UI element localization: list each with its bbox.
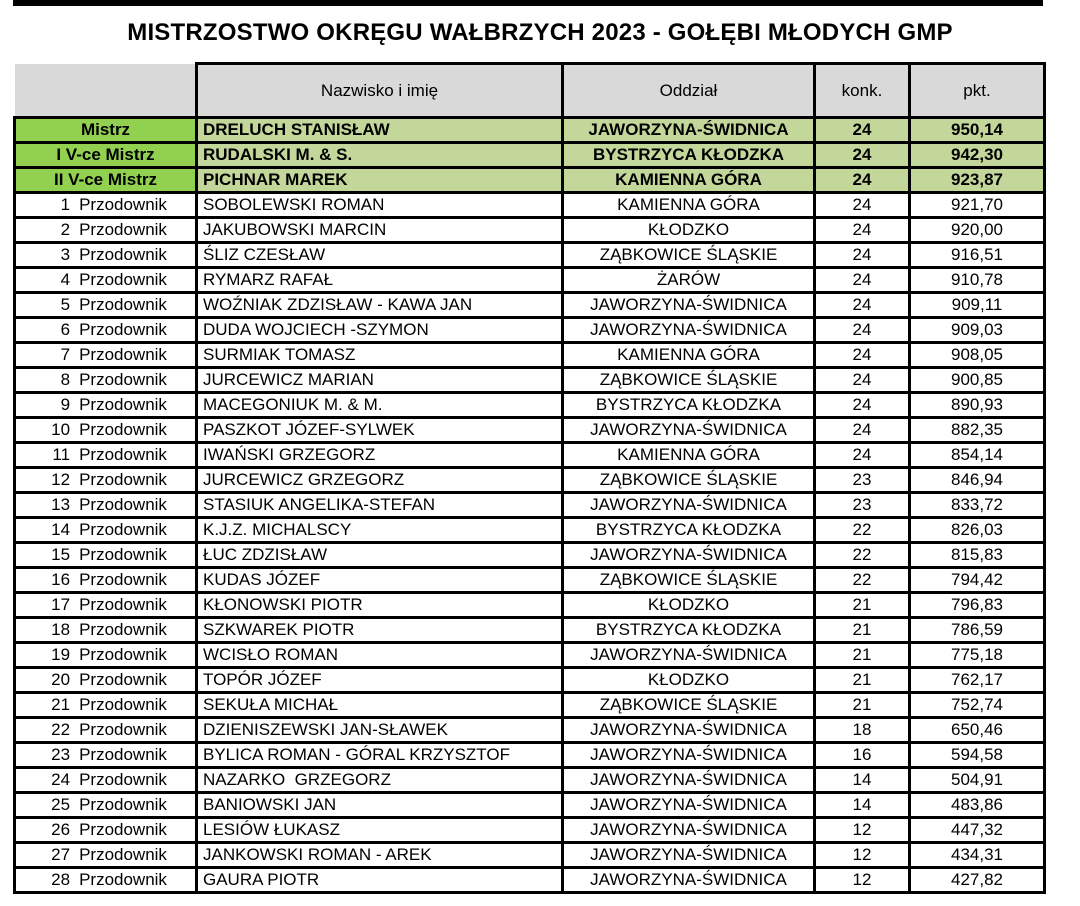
results-body — [15, 118, 1045, 893]
rank-number: 28 — [51, 870, 71, 889]
name-cell: NAZARKO GRZEGORZ — [197, 768, 563, 793]
points-cell: 854,14 — [910, 443, 1045, 468]
races-cell: 21 — [815, 693, 910, 718]
races-cell: 21 — [815, 593, 910, 618]
table-row — [15, 468, 1045, 493]
races-cell: 14 — [815, 768, 910, 793]
branch-cell: KŁODZKO — [563, 593, 815, 618]
name-cell: JURCEWICZ GRZEGORZ — [197, 468, 563, 493]
name-cell: KUDAS JÓZEF — [197, 568, 563, 593]
table-row — [15, 218, 1045, 243]
rank-number: 7 — [60, 345, 71, 364]
rank-title: Przodownik — [79, 495, 167, 514]
branch-cell: KŁODZKO — [563, 668, 815, 693]
points-cell: 594,58 — [910, 743, 1045, 768]
rank-cell — [15, 493, 197, 518]
rank-title: Przodownik — [79, 295, 167, 314]
rank-cell — [15, 193, 197, 218]
table-row — [15, 368, 1045, 393]
table-row — [15, 318, 1045, 343]
name-cell: STASIUK ANGELIKA-STEFAN — [197, 493, 563, 518]
races-cell: 21 — [815, 668, 910, 693]
points-cell: 434,31 — [910, 843, 1045, 868]
name-cell: SEKUŁA MICHAŁ — [197, 693, 563, 718]
rank-number: 2 — [60, 220, 71, 239]
table-row — [15, 193, 1045, 218]
rank-number: 12 — [51, 470, 71, 489]
races-cell: 16 — [815, 743, 910, 768]
rank-number: 22 — [51, 720, 71, 739]
races-cell: 24 — [815, 343, 910, 368]
races-cell: 24 — [815, 118, 910, 143]
races-cell: 12 — [815, 868, 910, 893]
rank-cell — [15, 543, 197, 568]
branch-cell: KAMIENNA GÓRA — [563, 193, 815, 218]
name-cell: PICHNAR MAREK — [197, 168, 563, 193]
rank-number: 21 — [51, 695, 71, 714]
races-cell: 22 — [815, 518, 910, 543]
name-cell: DUDA WOJCIECH -SZYMON — [197, 318, 563, 343]
table-row — [15, 518, 1045, 543]
branch-cell: ZĄBKOWICE ŚLĄSKIE — [563, 368, 815, 393]
branch-cell: JAWORZYNA-ŚWIDNICA — [563, 718, 815, 743]
points-cell: 900,85 — [910, 368, 1045, 393]
rank-cell — [15, 293, 197, 318]
table-row — [15, 493, 1045, 518]
points-cell: 786,59 — [910, 618, 1045, 643]
rank-title: Przodownik — [79, 620, 167, 639]
name-cell: ŁUC ZDZISŁAW — [197, 543, 563, 568]
rank-cell — [15, 443, 197, 468]
table-row — [15, 118, 1045, 143]
points-cell: 483,86 — [910, 793, 1045, 818]
points-cell: 921,70 — [910, 193, 1045, 218]
points-cell: 650,46 — [910, 718, 1045, 743]
rank-number: 4 — [60, 270, 71, 289]
races-cell: 24 — [815, 393, 910, 418]
races-cell: 14 — [815, 793, 910, 818]
points-cell: 794,42 — [910, 568, 1045, 593]
top-rule-divider — [13, 0, 1043, 6]
branch-cell: BYSTRZYCA KŁODZKA — [563, 618, 815, 643]
points-cell: 950,14 — [910, 118, 1045, 143]
name-cell: MACEGONIUK M. & M. — [197, 393, 563, 418]
rank-title: Przodownik — [79, 195, 167, 214]
rank-title: Przodownik — [79, 845, 167, 864]
rank-title: Przodownik — [79, 445, 167, 464]
rank-cell — [15, 268, 197, 293]
points-cell: 775,18 — [910, 643, 1045, 668]
points-cell: 833,72 — [910, 493, 1045, 518]
table-row — [15, 418, 1045, 443]
rank-title: Przodownik — [79, 695, 167, 714]
rank-cell — [15, 743, 197, 768]
table-row — [15, 543, 1045, 568]
rank-number: 8 — [60, 370, 71, 389]
races-cell: 23 — [815, 468, 910, 493]
races-cell: 22 — [815, 568, 910, 593]
name-cell: GAURA PIOTR — [197, 868, 563, 893]
rank-number: 15 — [51, 545, 71, 564]
table-row — [15, 143, 1045, 168]
name-cell: DRELUCH STANISŁAW — [197, 118, 563, 143]
branch-cell: JAWORZYNA-ŚWIDNICA — [563, 118, 815, 143]
races-cell: 24 — [815, 418, 910, 443]
branch-cell: JAWORZYNA-ŚWIDNICA — [563, 818, 815, 843]
branch-cell: JAWORZYNA-ŚWIDNICA — [563, 743, 815, 768]
table-row — [15, 868, 1045, 893]
rank-number: 27 — [51, 845, 71, 864]
branch-cell: BYSTRZYCA KŁODZKA — [563, 518, 815, 543]
rank-title: Przodownik — [79, 645, 167, 664]
results-table — [13, 62, 1046, 894]
page-title: MISTRZOSTWO OKRĘGU WAŁBRZYCH 2023 - GOŁĘBI MŁODYCH GMP — [127, 19, 953, 46]
branch-cell: JAWORZYNA-ŚWIDNICA — [563, 843, 815, 868]
rank-title: Przodownik — [79, 245, 167, 264]
races-cell: 24 — [815, 168, 910, 193]
points-cell: 909,03 — [910, 318, 1045, 343]
points-cell: 796,83 — [910, 593, 1045, 618]
rank-cell — [15, 393, 197, 418]
table-row — [15, 593, 1045, 618]
header-row — [15, 64, 1045, 118]
points-cell: 890,93 — [910, 393, 1045, 418]
races-cell: 24 — [815, 243, 910, 268]
table-row — [15, 393, 1045, 418]
name-cell: LESIÓW ŁUKASZ — [197, 818, 563, 843]
rank-cell — [15, 668, 197, 693]
races-cell: 24 — [815, 443, 910, 468]
award-label-cell: I V-ce Mistrz — [15, 143, 197, 168]
branch-cell: KAMIENNA GÓRA — [563, 443, 815, 468]
table-row — [15, 243, 1045, 268]
races-cell: 22 — [815, 543, 910, 568]
races-cell: 21 — [815, 618, 910, 643]
points-cell: 447,32 — [910, 818, 1045, 843]
name-cell: KŁONOWSKI PIOTR — [197, 593, 563, 618]
table-row — [15, 768, 1045, 793]
table-row — [15, 793, 1045, 818]
rank-cell — [15, 843, 197, 868]
rank-title: Przodownik — [79, 395, 167, 414]
header-branch-cell: Oddział — [563, 64, 815, 118]
rank-title: Przodownik — [79, 545, 167, 564]
rank-title: Przodownik — [79, 420, 167, 439]
name-cell: DZIENISZEWSKI JAN-SŁAWEK — [197, 718, 563, 743]
award-label-cell: II V-ce Mistrz — [15, 168, 197, 193]
rank-number: 24 — [51, 770, 71, 789]
name-cell: JAKUBOWSKI MARCIN — [197, 218, 563, 243]
branch-cell: ZĄBKOWICE ŚLĄSKIE — [563, 693, 815, 718]
name-cell: JANKOWSKI ROMAN - AREK — [197, 843, 563, 868]
name-cell: JURCEWICZ MARIAN — [197, 368, 563, 393]
rank-cell — [15, 418, 197, 443]
rank-title: Przodownik — [79, 345, 167, 364]
rank-number: 16 — [51, 570, 71, 589]
table-row — [15, 168, 1045, 193]
branch-cell: JAWORZYNA-ŚWIDNICA — [563, 868, 815, 893]
branch-cell: JAWORZYNA-ŚWIDNICA — [563, 793, 815, 818]
table-row — [15, 343, 1045, 368]
rank-number: 6 — [60, 320, 71, 339]
races-cell: 24 — [815, 218, 910, 243]
name-cell: WCISŁO ROMAN — [197, 643, 563, 668]
races-cell: 24 — [815, 318, 910, 343]
table-row — [15, 818, 1045, 843]
table-row — [15, 693, 1045, 718]
rank-number: 19 — [51, 645, 71, 664]
rank-number: 17 — [51, 595, 71, 614]
points-cell: 762,17 — [910, 668, 1045, 693]
rank-title: Przodownik — [79, 470, 167, 489]
rank-cell — [15, 243, 197, 268]
rank-cell — [15, 818, 197, 843]
table-row — [15, 568, 1045, 593]
table-row — [15, 743, 1045, 768]
points-cell: 846,94 — [910, 468, 1045, 493]
points-cell: 909,11 — [910, 293, 1045, 318]
races-cell: 18 — [815, 718, 910, 743]
name-cell: RYMARZ RAFAŁ — [197, 268, 563, 293]
points-cell: 942,30 — [910, 143, 1045, 168]
rank-number: 20 — [51, 670, 71, 689]
name-cell: BYLICA ROMAN - GÓRAL KRZYSZTOF — [197, 743, 563, 768]
rank-title: Przodownik — [79, 720, 167, 739]
races-cell: 24 — [815, 368, 910, 393]
points-cell: 916,51 — [910, 243, 1045, 268]
rank-number: 5 — [60, 295, 71, 314]
table-row — [15, 668, 1045, 693]
rank-cell — [15, 343, 197, 368]
rank-cell — [15, 593, 197, 618]
races-cell: 23 — [815, 493, 910, 518]
rank-cell — [15, 718, 197, 743]
rank-number: 18 — [51, 620, 71, 639]
rank-cell — [15, 693, 197, 718]
rank-cell — [15, 618, 197, 643]
rank-number: 1 — [60, 195, 71, 214]
table-row — [15, 718, 1045, 743]
rank-cell — [15, 518, 197, 543]
name-cell: RUDALSKI M. & S. — [197, 143, 563, 168]
rank-title: Przodownik — [79, 570, 167, 589]
rank-cell — [15, 218, 197, 243]
header-points-cell: pkt. — [910, 64, 1045, 118]
branch-cell: KŁODZKO — [563, 218, 815, 243]
rank-number: 10 — [51, 420, 71, 439]
rank-cell — [15, 318, 197, 343]
header-races-cell: konk. — [815, 64, 910, 118]
name-cell: IWAŃSKI GRZEGORZ — [197, 443, 563, 468]
points-cell: 752,74 — [910, 693, 1045, 718]
branch-cell: JAWORZYNA-ŚWIDNICA — [563, 293, 815, 318]
name-cell: BANIOWSKI JAN — [197, 793, 563, 818]
table-row — [15, 268, 1045, 293]
rank-number: 11 — [52, 445, 71, 464]
rank-title: Przodownik — [79, 320, 167, 339]
branch-cell: JAWORZYNA-ŚWIDNICA — [563, 318, 815, 343]
rank-cell — [15, 568, 197, 593]
branch-cell: BYSTRZYCA KŁODZKA — [563, 393, 815, 418]
points-cell: 427,82 — [910, 868, 1045, 893]
races-cell: 12 — [815, 843, 910, 868]
rank-title: Przodownik — [79, 670, 167, 689]
rank-cell — [15, 643, 197, 668]
points-cell: 908,05 — [910, 343, 1045, 368]
races-cell: 12 — [815, 818, 910, 843]
table-row — [15, 643, 1045, 668]
rank-title: Przodownik — [79, 820, 167, 839]
points-cell: 923,87 — [910, 168, 1045, 193]
rank-cell — [15, 468, 197, 493]
name-cell: WOŹNIAK ZDZISŁAW - KAWA JAN — [197, 293, 563, 318]
branch-cell: BYSTRZYCA KŁODZKA — [563, 143, 815, 168]
table-row — [15, 843, 1045, 868]
branch-cell: JAWORZYNA-ŚWIDNICA — [563, 768, 815, 793]
name-cell: SOBOLEWSKI ROMAN — [197, 193, 563, 218]
branch-cell: KAMIENNA GÓRA — [563, 343, 815, 368]
rank-title: Przodownik — [79, 870, 167, 889]
rank-cell — [15, 793, 197, 818]
name-cell: TOPÓR JÓZEF — [197, 668, 563, 693]
rank-cell — [15, 368, 197, 393]
rank-cell — [15, 868, 197, 893]
points-cell: 920,00 — [910, 218, 1045, 243]
name-cell: K.J.Z. MICHALSCY — [197, 518, 563, 543]
branch-cell: ZĄBKOWICE ŚLĄSKIE — [563, 568, 815, 593]
header-rank-cell — [15, 64, 197, 118]
points-cell: 815,83 — [910, 543, 1045, 568]
rank-title: Przodownik — [79, 520, 167, 539]
rank-title: Przodownik — [79, 770, 167, 789]
points-cell: 910,78 — [910, 268, 1045, 293]
rank-number: 9 — [60, 395, 71, 414]
rank-title: Przodownik — [79, 795, 167, 814]
points-cell: 882,35 — [910, 418, 1045, 443]
branch-cell: ZĄBKOWICE ŚLĄSKIE — [563, 243, 815, 268]
name-cell: SZKWAREK PIOTR — [197, 618, 563, 643]
award-label-cell: Mistrz — [15, 118, 197, 143]
header-name-cell: Nazwisko i imię — [197, 64, 563, 118]
rank-title: Przodownik — [79, 270, 167, 289]
rank-title: Przodownik — [79, 745, 167, 764]
branch-cell: JAWORZYNA-ŚWIDNICA — [563, 418, 815, 443]
rank-number: 23 — [51, 745, 71, 764]
races-cell: 24 — [815, 193, 910, 218]
table-row — [15, 618, 1045, 643]
rank-title: Przodownik — [79, 370, 167, 389]
table-row — [15, 293, 1045, 318]
rank-number: 13 — [51, 495, 71, 514]
branch-cell: JAWORZYNA-ŚWIDNICA — [563, 543, 815, 568]
branch-cell: ZĄBKOWICE ŚLĄSKIE — [563, 468, 815, 493]
races-cell: 21 — [815, 643, 910, 668]
rank-title: Przodownik — [79, 595, 167, 614]
branch-cell: JAWORZYNA-ŚWIDNICA — [563, 493, 815, 518]
name-cell: SURMIAK TOMASZ — [197, 343, 563, 368]
rank-number: 26 — [51, 820, 71, 839]
rank-number: 14 — [51, 520, 71, 539]
rank-number: 25 — [51, 795, 71, 814]
points-cell: 504,91 — [910, 768, 1045, 793]
rank-number: 3 — [60, 245, 71, 264]
races-cell: 24 — [815, 293, 910, 318]
races-cell: 24 — [815, 268, 910, 293]
name-cell: ŚLIZ CZESŁAW — [197, 243, 563, 268]
branch-cell: JAWORZYNA-ŚWIDNICA — [563, 643, 815, 668]
races-cell: 24 — [815, 143, 910, 168]
branch-cell: ŻARÓW — [563, 268, 815, 293]
table-row — [15, 443, 1045, 468]
points-cell: 826,03 — [910, 518, 1045, 543]
branch-cell: KAMIENNA GÓRA — [563, 168, 815, 193]
rank-title: Przodownik — [79, 220, 167, 239]
rank-cell — [15, 768, 197, 793]
name-cell: PASZKOT JÓZEF-SYLWEK — [197, 418, 563, 443]
